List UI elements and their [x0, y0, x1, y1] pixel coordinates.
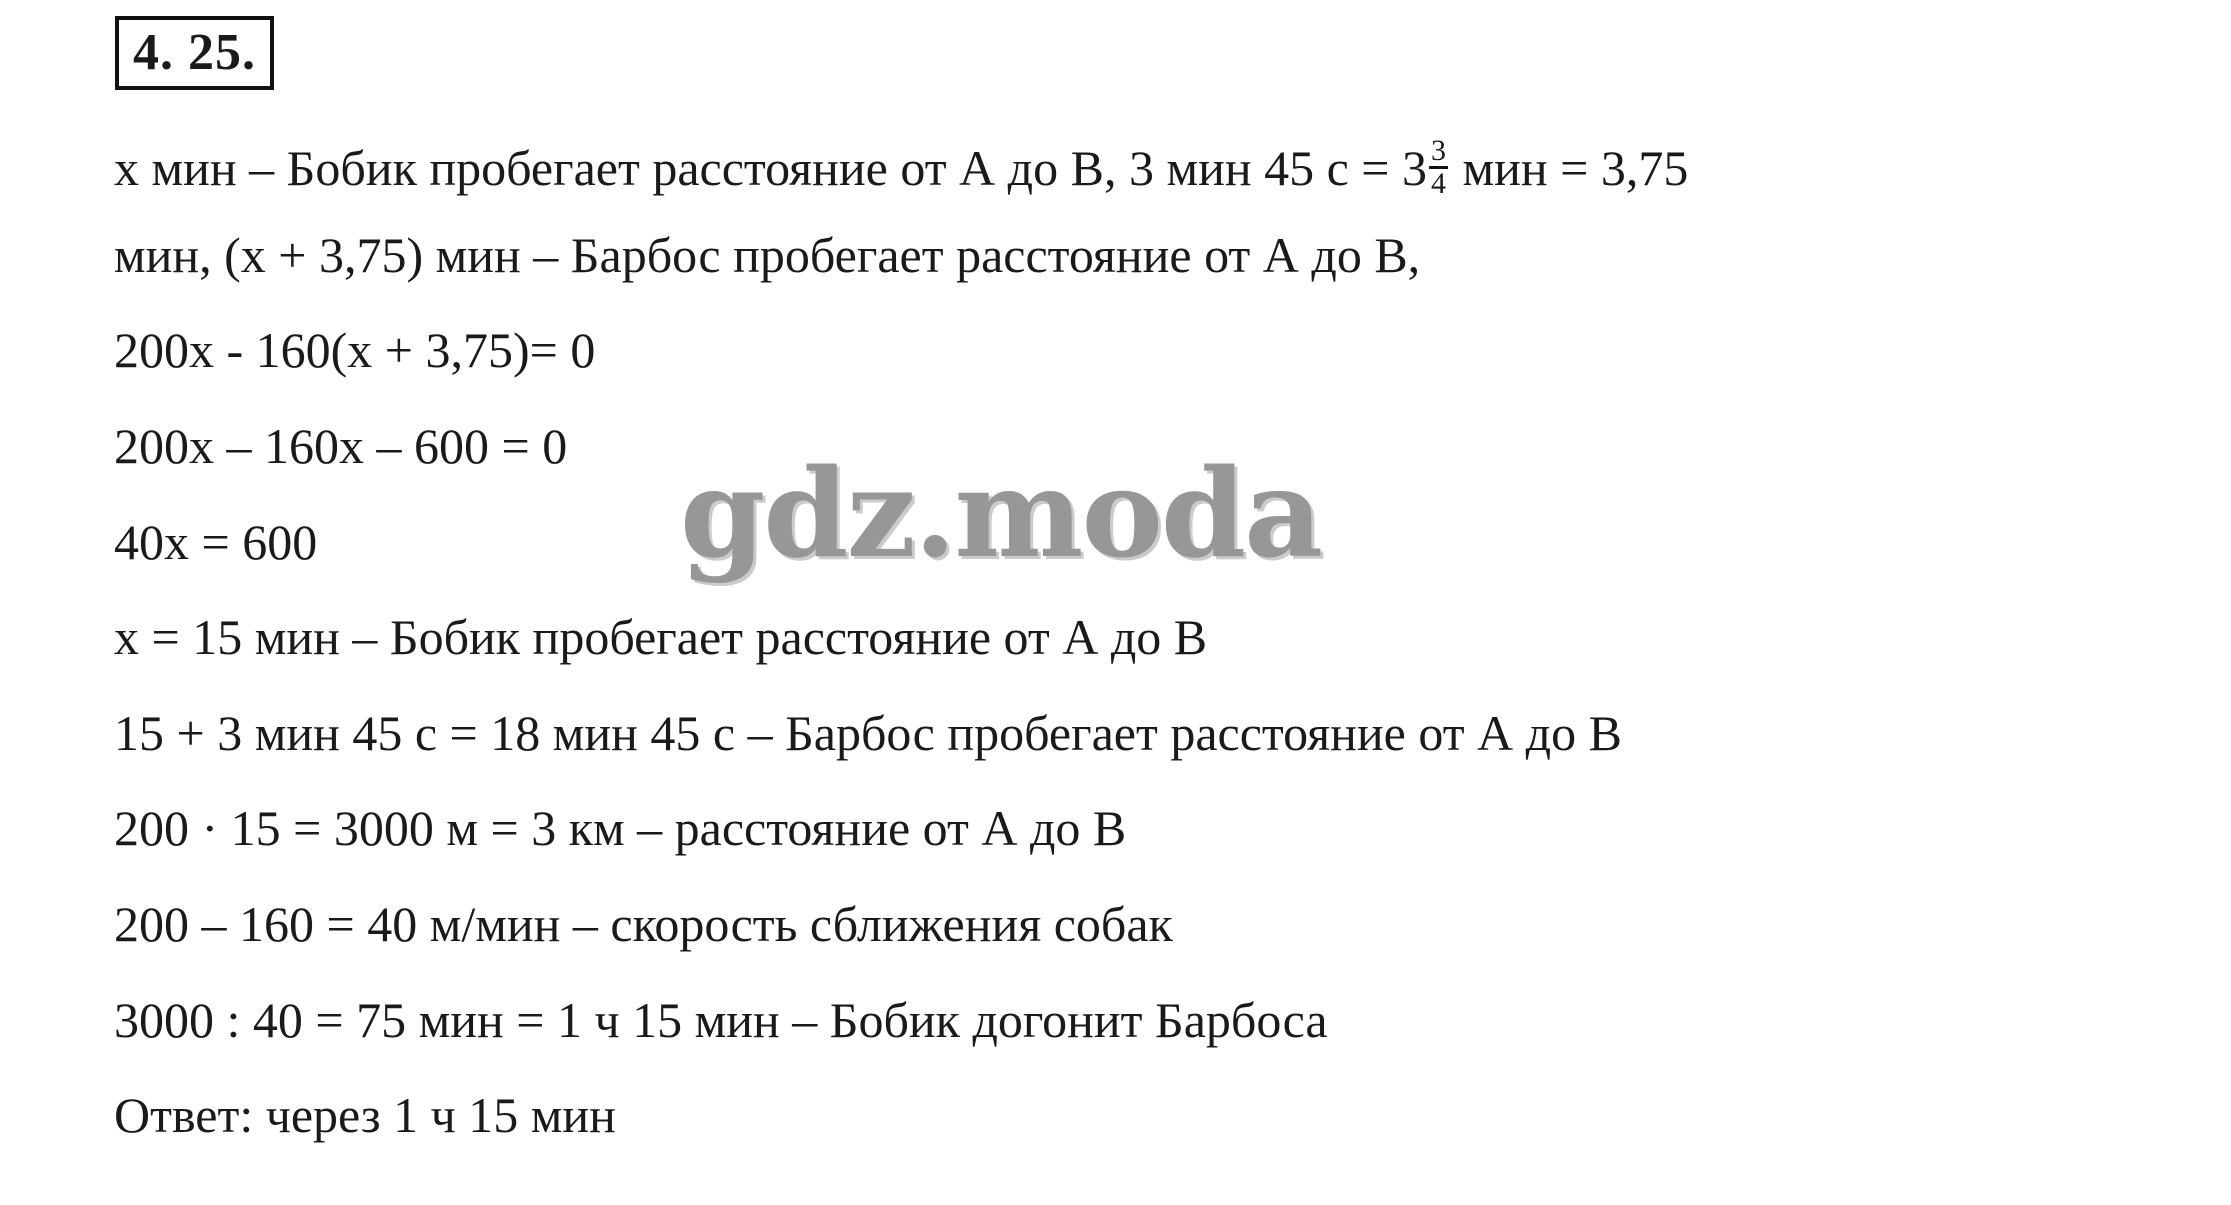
- solution-line-6: x = 15 мин – Бобик пробегает расстояние от А до В: [114, 609, 1208, 665]
- fraction-denominator: 4: [1431, 167, 1446, 201]
- fraction-three-quarters: [1429, 136, 1448, 199]
- fraction-numerator: 3: [1431, 134, 1446, 168]
- problem-number: 4. 25.: [115, 16, 274, 90]
- watermark-logo: gdz.moda: [680, 441, 1322, 585]
- line-1-text-before: x мин – Бобик пробегает расстояние от А до В, 3 мин 45 с = 3: [114, 140, 1427, 196]
- solution-line-2: мин, (x + 3,75) мин – Барбос пробегает расстояние от А до В,: [114, 227, 1421, 283]
- solution-line-11: Ответ: через 1 ч 15 мин: [114, 1087, 616, 1143]
- solution-line-7: 15 + 3 мин 45 с = 18 мин 45 с – Барбос пробегает расстояние от А до В: [114, 705, 1622, 761]
- solution-line-3: 200x - 160(x + 3,75)= 0: [114, 322, 596, 378]
- solution-line-4: 200x – 160x – 600 = 0: [114, 418, 568, 474]
- solution-line-10: 3000 : 40 = 75 мин = 1 ч 15 мин – Бобик догонит Барбоса: [114, 992, 1328, 1048]
- solution-line-8: 200 · 15 = 3000 м = 3 км – расстояние от А до В: [114, 800, 1127, 856]
- solution-line-9: 200 – 160 = 40 м/мин – скорость сближения собак: [114, 896, 1173, 952]
- line-1-text-after: мин = 3,75: [1450, 140, 1689, 196]
- solution-line-5: 40x = 600: [114, 514, 318, 570]
- solution-line-1: [114, 134, 1689, 205]
